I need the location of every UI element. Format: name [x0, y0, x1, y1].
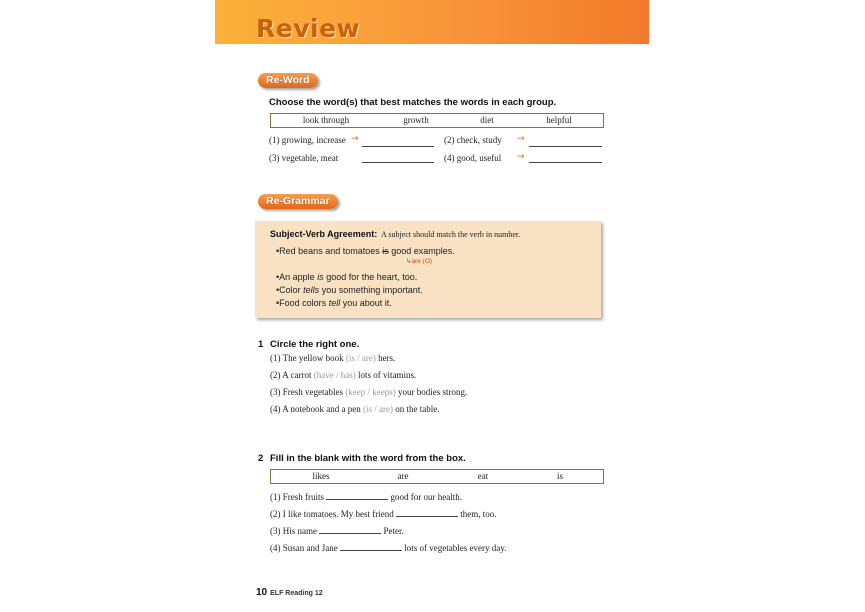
arrow-icon: → [517, 152, 525, 162]
incorrect-verb: is [382, 246, 389, 256]
q1-item-1: (1) The yellow book (is / are) hers. [270, 353, 396, 363]
choice-options[interactable]: (keep / keeps) [345, 387, 396, 397]
question-2-number: 2 [258, 453, 264, 464]
question-2-instruction: Fill in the blank with the word from the box. [270, 453, 466, 464]
correction-note: ↳are (O) [406, 258, 433, 265]
arrow-icon: → [517, 134, 525, 144]
answer-blank[interactable] [529, 162, 602, 163]
answer-blank[interactable] [396, 508, 458, 517]
choice-options[interactable]: (have / has) [313, 370, 356, 380]
q1-item-2: (2) A carrot (have / has) lots of vitamins. [270, 370, 417, 380]
grammar-title: Subject-Verb Agreement: [270, 229, 378, 239]
book-title: ELF Reading 12 [270, 590, 323, 597]
answer-blank[interactable] [529, 146, 602, 147]
q1-item-3: (3) Fresh vegetables (keep / keeps) your bodies strong. [270, 387, 468, 397]
reword-instruction: Choose the word(s) that best matches the words in each group. [269, 97, 557, 108]
page-number: 10 [256, 587, 268, 598]
grammar-example-4: •Food colors tell you about it. [276, 298, 392, 308]
grammar-example-1: •Red beans and tomatoes is good examples. [276, 246, 455, 256]
answer-blank[interactable] [340, 542, 402, 551]
word-box-item: look through [302, 115, 350, 125]
word-box-item: is [556, 471, 564, 481]
q2-item-3: (3) His name Peter. [270, 526, 404, 536]
answer-blank[interactable] [326, 491, 388, 500]
choice-options[interactable]: (is / are) [345, 353, 376, 363]
regrammar-tab: Re-Grammar [258, 194, 338, 209]
reword-item-2: (2) check, study [444, 135, 502, 145]
word-box-item: growth [403, 115, 429, 125]
word-box-item: likes [312, 471, 330, 481]
arrow-icon: → [351, 134, 359, 144]
word-box-item: eat [477, 471, 489, 481]
question-1-number: 1 [258, 339, 264, 350]
q1-item-4: (4) A notebook and a pen (is / are) on the table. [270, 404, 440, 414]
page-title: Review [256, 14, 361, 43]
word-box-item: helpful [546, 115, 572, 125]
q2-item-1: (1) Fresh fruits good for our health. [270, 492, 462, 502]
choice-options[interactable]: (is / are) [362, 404, 393, 414]
grammar-box [255, 221, 601, 318]
reword-tab: Re-Word [258, 73, 318, 88]
reword-item-4: (4) good, useful [444, 153, 502, 163]
q2-word-box [270, 469, 604, 484]
grammar-example-3: •Color tells you something important. [276, 285, 423, 295]
page-footer [256, 582, 323, 600]
answer-blank[interactable] [319, 525, 381, 534]
word-box-item: diet [480, 115, 494, 125]
word-box-item: are [397, 471, 409, 481]
answer-blank[interactable] [362, 162, 434, 163]
answer-blank[interactable] [362, 146, 434, 147]
question-1-instruction: Circle the right one. [270, 339, 360, 350]
reword-item-1: (1) growing, increase [269, 135, 346, 145]
grammar-example-2: •An apple is good for the heart, too. [276, 272, 418, 282]
worksheet-page [215, 0, 649, 612]
reword-word-box [270, 113, 604, 128]
q2-item-4: (4) Susan and Jane lots of vegetables every day. [270, 543, 507, 553]
reword-item-3: (3) vegetable, meat [269, 153, 339, 163]
grammar-description: A subject should match the verb in number. [381, 230, 521, 239]
q2-item-2: (2) I like tomatoes. My best friend them, too. [270, 509, 497, 519]
header-banner [215, 0, 649, 44]
